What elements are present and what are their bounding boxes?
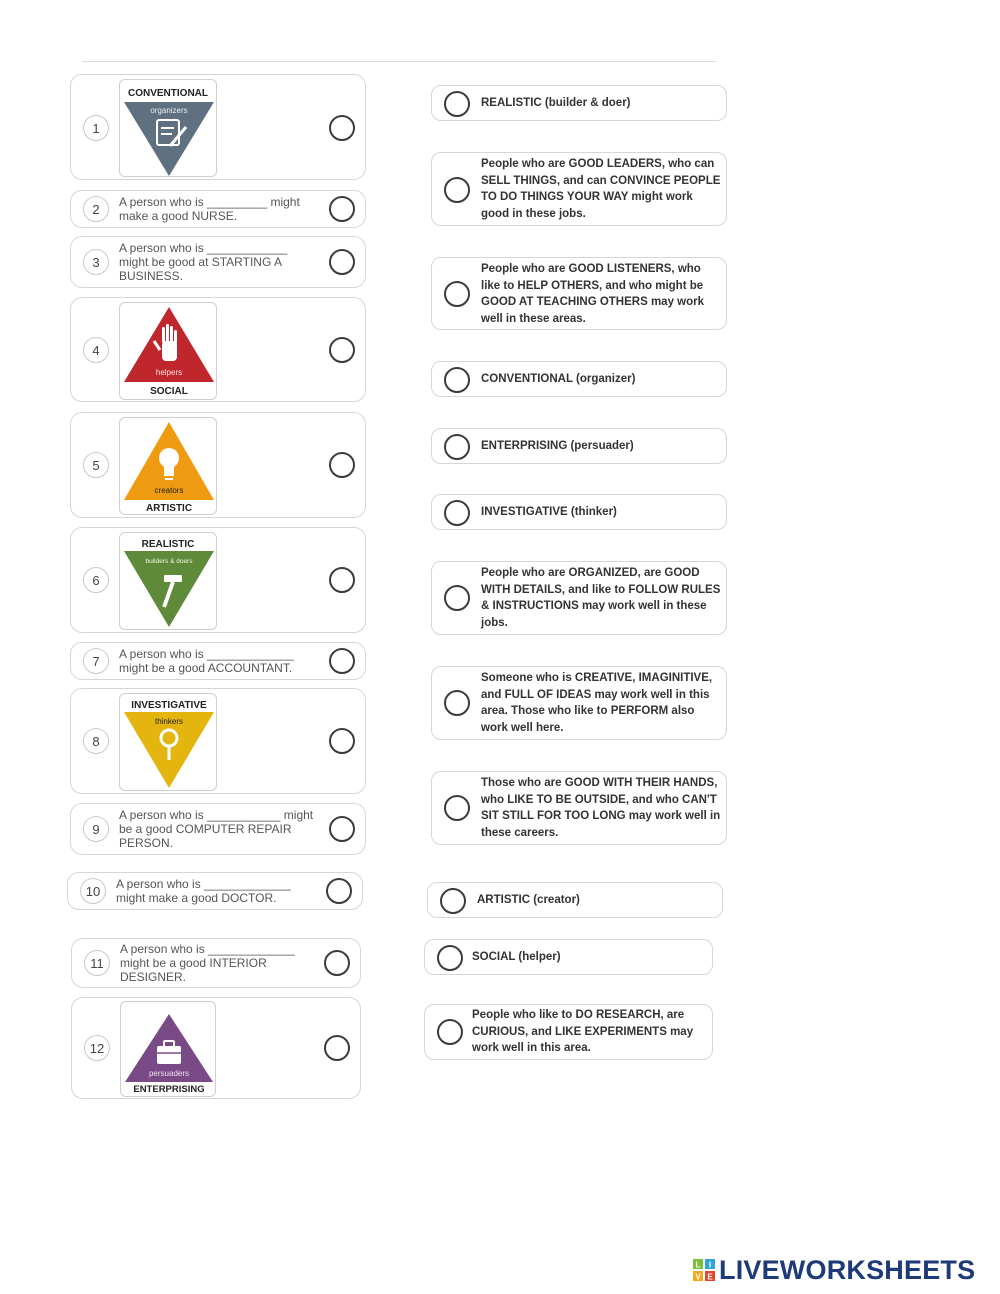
option-radio-5[interactable] <box>444 434 470 460</box>
option-text: REALISTIC (builder & doer) <box>481 97 631 109</box>
artistic-badge-image <box>119 417 217 515</box>
answer-radio-6[interactable] <box>329 567 355 593</box>
question-text: A person who is _________ might make a good NURSE. <box>119 195 300 223</box>
left-item-12 <box>71 997 361 1099</box>
option-radio-1[interactable] <box>444 91 470 117</box>
option-text: People who are GOOD LEADERS, who can SELL THINGS, and can CONVINCE PEOPLE TO DO THINGS YOUR WAY might work good in these jobs. <box>481 158 721 220</box>
answer-radio-8[interactable] <box>329 728 355 754</box>
item-number: 9 <box>83 816 109 842</box>
social-badge-image <box>119 302 217 400</box>
badge-bottom-label: SOCIAL <box>150 386 188 397</box>
item-number: 8 <box>83 728 109 754</box>
badge-bottom-label: ENTERPRISING <box>133 1084 205 1095</box>
option-text: People who like to DO RESEARCH, are CURIOUS, and LIKE EXPERIMENTS may work well in this area. <box>472 1009 694 1054</box>
top-divider <box>82 61 716 62</box>
answer-radio-11[interactable] <box>324 950 350 976</box>
badge-top-label: REALISTIC <box>141 539 195 550</box>
svg-text:E: E <box>707 1272 713 1281</box>
left-item-2 <box>70 190 366 228</box>
right-option-12 <box>424 1004 713 1060</box>
right-option-3 <box>431 257 727 330</box>
left-item-9 <box>70 803 366 855</box>
item-number: 5 <box>83 452 109 478</box>
answer-radio-7[interactable] <box>329 648 355 674</box>
answer-radio-5[interactable] <box>329 452 355 478</box>
right-option-9 <box>431 771 727 845</box>
option-radio-3[interactable] <box>444 281 470 307</box>
option-radio-6[interactable] <box>444 500 470 526</box>
item-number: 7 <box>83 648 109 674</box>
option-text: CONVENTIONAL (organizer) <box>481 373 636 385</box>
item-number: 11 <box>84 950 110 976</box>
left-item-4 <box>70 297 366 402</box>
question-text: A person who is _____________ might be a good INTERIOR DESIGNER. <box>120 942 295 984</box>
question-text: A person who is ____________ might be good at STARTING A BUSINESS. <box>119 241 288 283</box>
option-radio-4[interactable] <box>444 367 470 393</box>
option-text: INVESTIGATIVE (thinker) <box>481 506 617 518</box>
item-number: 2 <box>83 196 109 222</box>
right-option-10 <box>427 882 723 918</box>
right-option-5 <box>431 428 727 464</box>
item-number: 6 <box>83 567 109 593</box>
left-item-11 <box>71 938 361 988</box>
answer-radio-1[interactable] <box>329 115 355 141</box>
left-item-8 <box>70 688 366 794</box>
option-radio-8[interactable] <box>444 690 470 716</box>
left-item-5 <box>70 412 366 518</box>
left-item-6 <box>70 527 366 633</box>
right-option-8 <box>431 666 727 740</box>
item-number: 1 <box>83 115 109 141</box>
answer-radio-3[interactable] <box>329 249 355 275</box>
option-radio-9[interactable] <box>444 795 470 821</box>
option-text: ENTERPRISING (persuader) <box>481 440 634 452</box>
badge-inner-label: helpers <box>155 368 183 377</box>
question-text: A person who is _____________ might make a good DOCTOR. <box>116 877 291 905</box>
option-text: SOCIAL (helper) <box>472 951 561 963</box>
logo-badge-icon <box>693 1259 715 1281</box>
badge-inner-label: persuaders <box>148 1069 190 1078</box>
svg-text:I: I <box>708 1260 712 1270</box>
left-item-7 <box>70 642 366 680</box>
answer-radio-10[interactable] <box>326 878 352 904</box>
conventional-badge-image <box>119 79 217 177</box>
item-number: 10 <box>80 878 106 904</box>
logo-text: LIVEWORKSHEETS <box>719 1254 976 1285</box>
badge-top-label: CONVENTIONAL <box>128 88 208 99</box>
option-radio-7[interactable] <box>444 585 470 611</box>
option-text: ARTISTIC (creator) <box>477 894 580 906</box>
liveworksheets-logo <box>693 1252 975 1288</box>
right-option-11 <box>424 939 713 975</box>
badge-inner-label: organizers <box>150 106 188 115</box>
question-text: A person who is ___________ might be a good COMPUTER REPAIR PERSON. <box>119 808 314 850</box>
badge-top-label: INVESTIGATIVE <box>131 700 207 711</box>
item-number: 12 <box>84 1035 110 1061</box>
right-option-6 <box>431 494 727 530</box>
badge-inner-label: builders & doers <box>145 558 193 565</box>
item-number: 3 <box>83 249 109 275</box>
answer-radio-2[interactable] <box>329 196 355 222</box>
option-radio-11[interactable] <box>437 945 463 971</box>
question-text: A person who is _____________ might be a good ACCOUNTANT. <box>119 647 294 675</box>
option-text: Those who are GOOD WITH THEIR HANDS, who LIKE TO BE OUTSIDE, and who CAN'T SIT STILL FOR TOO LONG may work well in these careers. <box>481 777 721 839</box>
investigative-badge-image <box>119 693 217 791</box>
answer-radio-12[interactable] <box>324 1035 350 1061</box>
svg-text:V: V <box>695 1272 701 1281</box>
option-text: Someone who is CREATIVE, IMAGINITIVE, and FULL OF IDEAS may work well in this area. Those who like to PERFORM also work well here. <box>481 672 713 734</box>
right-option-4 <box>431 361 727 397</box>
option-radio-12[interactable] <box>437 1019 463 1045</box>
option-radio-10[interactable] <box>440 888 466 914</box>
badge-bottom-label: ARTISTIC <box>145 503 193 514</box>
left-item-3 <box>70 236 366 288</box>
right-option-7 <box>431 561 727 635</box>
right-option-1 <box>431 85 727 121</box>
option-text: People who are ORGANIZED, are GOOD WITH DETAILS, and like to FOLLOW RULES & INSTRUCTIONS may work well in these jobs. <box>481 567 721 629</box>
left-item-10 <box>67 872 363 910</box>
right-option-2 <box>431 152 727 226</box>
answer-radio-9[interactable] <box>329 816 355 842</box>
option-text: People who are GOOD LISTENERS, who like to HELP OTHERS, and who might be GOOD AT TEACHING OTHERS may work well in these areas. <box>481 263 704 325</box>
badge-inner-label: creators <box>154 486 184 495</box>
enterprising-badge-image <box>120 1001 216 1097</box>
realistic-badge-image <box>119 532 217 630</box>
svg-text:L: L <box>695 1260 701 1270</box>
left-item-1 <box>70 74 366 180</box>
option-radio-2[interactable] <box>444 177 470 203</box>
item-number: 4 <box>83 337 109 363</box>
answer-radio-4[interactable] <box>329 337 355 363</box>
badge-inner-label: thinkers <box>154 717 184 726</box>
